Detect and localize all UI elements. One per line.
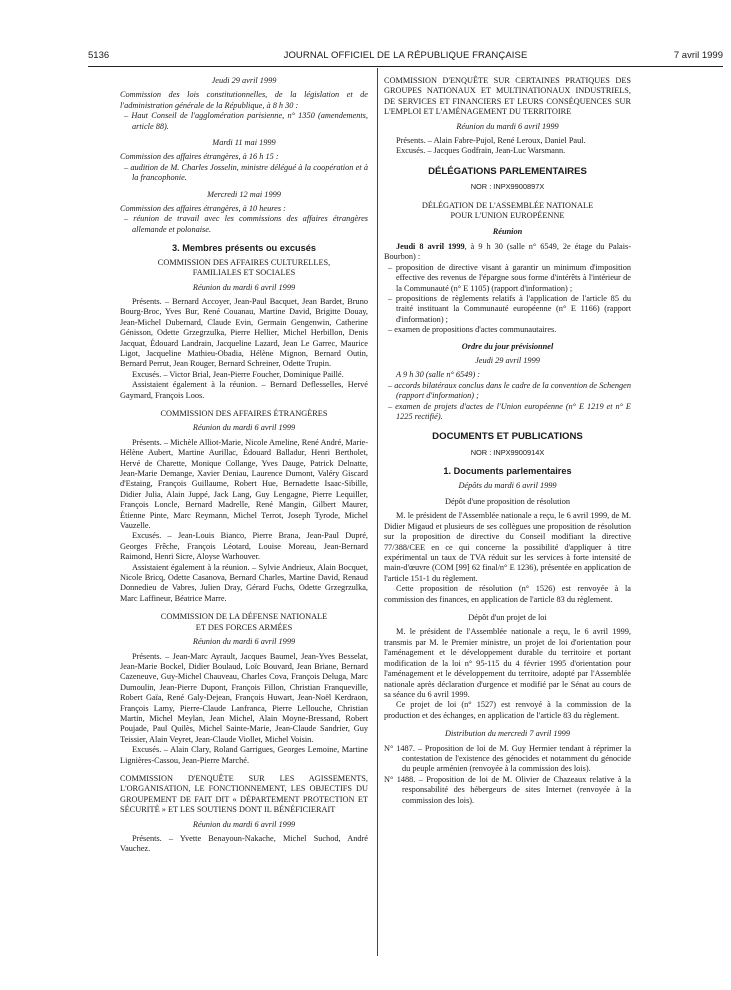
paragraph: Ce projet de loi (n° 1527) est renvoyé à la commission de la production et des échanges, en application de l'article 83 du règlement. (384, 700, 631, 720)
journal-title: JOURNAL OFFICIEL DE LA RÉPUBLIQUE FRANÇAISE (283, 50, 528, 61)
members-present: Présents. – Bernard Accoyer, Jean-Paul Bacquet, Jean Bardet, Bruno Bourg-Broc, Yves Bur, René Couanau, Martine David, Brigitte Douay, Jean-Michel Dubernard, Claude Evin, Germain Gengenwin, Catherine Génisson, Odette Grzegrzulka, Pierre Hellier, Michel Herbillon, Denis Jacquat, Édouard Landrain, Jacqueline Lazard, Jean Le Garrec, Maurice Ligot, Jacqueline Mathieu-Obadia, Hélène Mignon, Bernard Outin, Bernard Perrut, Jean Rouger, Bernard Schreiner, Odette Trupin. (120, 296, 368, 369)
agenda-item: – proposition de directive visant à garantir un minimum d'imposition effective des revenus de l'épargne sous forme d'intérêts à l'intérieur de la Communauté (n° E 1105) (rapport d'information) ; (388, 262, 631, 293)
meeting-date: Réunion du mardi 6 avril 1999 (192, 637, 296, 647)
header-rule (88, 66, 723, 67)
meeting-day: Jeudi 8 avril 1999 (396, 241, 465, 251)
meeting-details: , à 9 h 30 (salle n° 6549, 2e étage du Palais-Bourbon) : (384, 241, 631, 262)
agenda-item: – audition de M. Charles Josselin, ministre délégué à la coopération et à la francophonie. (124, 162, 368, 183)
commission-title: COMMISSION DE LA DÉFENSE NATIONALE (160, 612, 328, 622)
members-excused: Excusés. – Jacques Godfrain, Jean-Luc Warsmann. (396, 146, 566, 156)
agenda-item: – propositions de règlements relatifs à l'application de l'article 85 du traité instituant la Communauté européenne (n° E 1166) (rapport d'information) ; (388, 293, 631, 324)
subheading: Ordre du jour prévisionnel (461, 341, 554, 351)
commission-title: COMMISSION DES AFFAIRES ÉTRANGÈRES (160, 408, 328, 418)
members-present: Présents. – Jean-Marc Ayrault, Jacques Baumel, Jean-Yves Besselat, Jean-Marie Bockel, Didier Boulaud, Loïc Bouvard, Jean Briane, Bernard Cazeneuve, Guy-Michel Chauveau, Charles Cova, François Deluga, Marc Dumoulin, Jean-Pierre Dupont, François Fillon, Christian Franqueville, Robert Gaïa, René Galy-Dejean, François Huwart, Jean-Noël Kerdraon, François Lamy, Pierre-Claude Lanfranca, Pierre Lellouche, Christian Martin, Michel Meylan, Jean Michel, Alain Moyne-Bressand, Robert Poujade, Paul Quilès, Michel Sainte-Marie, Jean-Claude Sandrier, Guy Teissier, Alain Veyret, Jean-Claude Viollet, Michel Voisin. (120, 651, 368, 744)
commission-entry: Commission des affaires étrangères, à 16 h 15 : (120, 152, 279, 162)
members-excused: Excusés. – Alain Clary, Roland Garrigues, Georges Lemoine, Martine Lignières-Cassou, Jean-Pierre Marché. (120, 745, 368, 765)
right-column (384, 76, 631, 806)
paragraph: M. le président de l'Assemblée nationale a reçu, le 6 avril 1999, de M. Didier Migaud et plusieurs de ses collègues une proposition de résolution sur la proposition de directive du Conseil modifiant la directive 77/388/CEE en ce qui concerne la possibilité d'appliquer à titre expérimental un taux de TVA réduit sur les services à forte intensité de main-d'œuvre (COM [99] 62 final/n° E 1236), présentée en application de l'article 151-1 du règlement. (384, 511, 631, 583)
date-heading: Jeudi 29 avril 1999 (475, 355, 540, 365)
members-present: Présents. – Yvette Benayoun-Nakache, Michel Suchod, André Vauchez. (120, 834, 368, 854)
section-heading: 1. Documents parlementaires (443, 466, 572, 477)
meeting-date: Réunion du mardi 6 avril 1999 (192, 282, 296, 292)
date-heading: Distribution du mercredi 7 avril 1999 (445, 729, 570, 739)
subheading: Dépôt d'une proposition de résolution (444, 497, 570, 506)
date-heading: Dépôts du mardi 6 avril 1999 (458, 480, 557, 490)
meeting-time: A 9 h 30 (salle n° 6549) : (396, 370, 481, 380)
left-column (120, 76, 368, 855)
document-entry: N° 1487. – Proposition de loi de M. Guy Hermier tendant à réprimer la contestation de l'existence des génocides et notamment du génocide du peuple arménien (renvoyée à la commission des lois). (384, 743, 631, 774)
document-entry: N° 1488. – Proposition de loi de M. Olivier de Chazeaux relative à la responsabilité des hébergeurs de sites Internet (renvoyée à la commission des lois). (384, 774, 631, 805)
nor-reference: NOR : INPX9900897X (470, 182, 545, 192)
paragraph: M. le président de l'Assemblée nationale a reçu, le 6 avril 1999, transmis par M. le Premier ministre, un projet de loi d'orientation pour l'aménagement et le développement durable du territoire et portant modification de la loi n° 95-115 du 4 février 1995 d'orientation pour l'aménagement et le développement du territoire, adopté par l'Assemblée nationale après déclaration d'urgence et modifié par le Sénat au cours de sa séance du 6 avril 1999. (384, 627, 631, 699)
meeting-date: Réunion du mardi 6 avril 1999 (456, 121, 559, 131)
page-number: 5136 (88, 50, 110, 61)
members-attending: Assistaient également à la réunion. – Sylvie Andrieux, Alain Bocquet, Nicole Bricq, Odette Casanova, Bernard Charles, Martine David, Renaud Donnedieu de Vabres, Julien Dray, Gérard Fuchs, Odette Grzegrzulka, Marc Laffineur, Béatrice Marre. (120, 562, 368, 603)
members-present: Présents. – Michèle Alliot-Marie, Nicole Ameline, René André, Marie-Hélène Aubert, Martine Aurillac, Édouard Balladur, Henri Bertholet, Hervé de Charette, Monique Collange, Yves Dauge, Patrick Delnatte, Jean-Marie Demange, Xavier Deniau, Laurence Dumont, Valéry Giscard d'Estaing, François Guillaume, Robert Hue, Bernadette Isaac-Sibille, Didier Julia, Alain Juppé, Jack Lang, Guy Lengagne, Pierre Lequiller, François Loncle, Bernard Madrelle, René Mangin, Gilbert Maurer, Étienne Pinte, Marc Reymann, Michel Terrot, Joseph Tyrode, Michel Vauzelle. (120, 437, 368, 531)
delegation-title: DÉLÉGATION DE L'ASSEMBLÉE NATIONALE (421, 200, 594, 210)
agenda-item: – accords bilatéraux conclus dans le cadre de la convention de Schengen (rapport d'information) ; (388, 380, 631, 401)
agenda-item: – examen de propositions d'actes communautaires. (388, 325, 557, 335)
commission-title: COMMISSION D'ENQUÊTE SUR CERTAINES PRATIQUES DES GROUPES NATIONAUX ET MULTINATIONAUX INDUSTRIELS, DE SERVICES ET FINANCIERS ET LEURS CONSÉQUENCES SUR L'EMPLOI ET L'AMÉNAGEMENT DU TERRITOIRE (384, 76, 631, 117)
date-heading: Jeudi 29 avril 1999 (211, 76, 277, 85)
agenda-item: – Haut Conseil de l'agglomération parisienne, n° 1350 (amendements, article 88). (124, 111, 368, 131)
commission-title: COMMISSION D'ENQUÊTE SUR LES AGISSEMENTS, L'ORGANISATION, LE FONCTIONNEMENT, LES OBJECTIFS DU GROUPEMENT DE FAIT DIT « DÉPARTEMENT PROTECTION ET SÉCURITÉ » ET LES SOUTIENS DONT IL BÉNÉFICIERAIT (120, 773, 368, 815)
commission-entry: Commission des affaires étrangères, à 10 heures : (120, 204, 286, 214)
issue-date: 7 avril 1999 (673, 50, 723, 61)
section-heading: 3. Membres présents ou excusés (171, 243, 316, 254)
date-heading: Mercredi 12 mai 1999 (207, 189, 281, 199)
subheading: Réunion (492, 227, 523, 237)
date-heading: Mardi 11 mai 1999 (212, 138, 276, 148)
meeting-date: Réunion du mardi 6 avril 1999 (192, 423, 296, 433)
members-excused: Excusés. – Jean-Louis Bianco, Pierre Brana, Jean-Paul Dupré, Georges Frêche, François Léotard, Louise Moreau, Jean-Bernard Raimond, Henri Sicre, Aloyse Warhouver. (120, 531, 368, 562)
column-divider (377, 68, 378, 956)
members-attending: Assistaient également à la réunion. – Bernard Deflesselles, Hervé Gaymard, François Loos. (120, 380, 368, 400)
commission-title: COMMISSION DES AFFAIRES CULTURELLES, (157, 257, 331, 267)
agenda-item: – examen de projets d'actes de l'Union européenne (n° E 1219 et n° E 1225 rectifié). (388, 401, 631, 421)
meeting-date: Réunion du mardi 6 avril 1999 (192, 819, 296, 829)
meeting-announcement (384, 242, 631, 263)
members-excused: Excusés. – Victor Brial, Jean-Pierre Foucher, Dominique Paillé. (132, 369, 344, 379)
members-present: Présents. – Alain Fabre-Pujol, René Leroux, Daniel Paul. (396, 136, 586, 146)
commission-entry: Commission des lois constitutionnelles, de la législation et de l'administration générale de la République, à 8 h 30 : (120, 90, 368, 110)
paragraph: Cette proposition de résolution (n° 1526) est renvoyée à la commission des finances, en application de l'article 83 du règlement. (384, 584, 631, 604)
section-heading: DOCUMENTS ET PUBLICATIONS (432, 431, 583, 443)
nor-reference: NOR : INPX9900914X (470, 447, 545, 457)
delegation-title: POUR L'UNION EUROPÉENNE (450, 211, 565, 221)
section-heading: DÉLÉGATIONS PARLEMENTAIRES (428, 165, 587, 177)
commission-title: FAMILIALES ET SOCIALES (192, 268, 296, 278)
subheading: Dépôt d'un projet de loi (468, 613, 547, 623)
agenda-item: – réunion de travail avec les commissions des affaires étrangères allemande et polonaise. (124, 214, 368, 234)
page-header (88, 50, 723, 64)
commission-title: ET DES FORCES ARMÉES (195, 622, 293, 632)
